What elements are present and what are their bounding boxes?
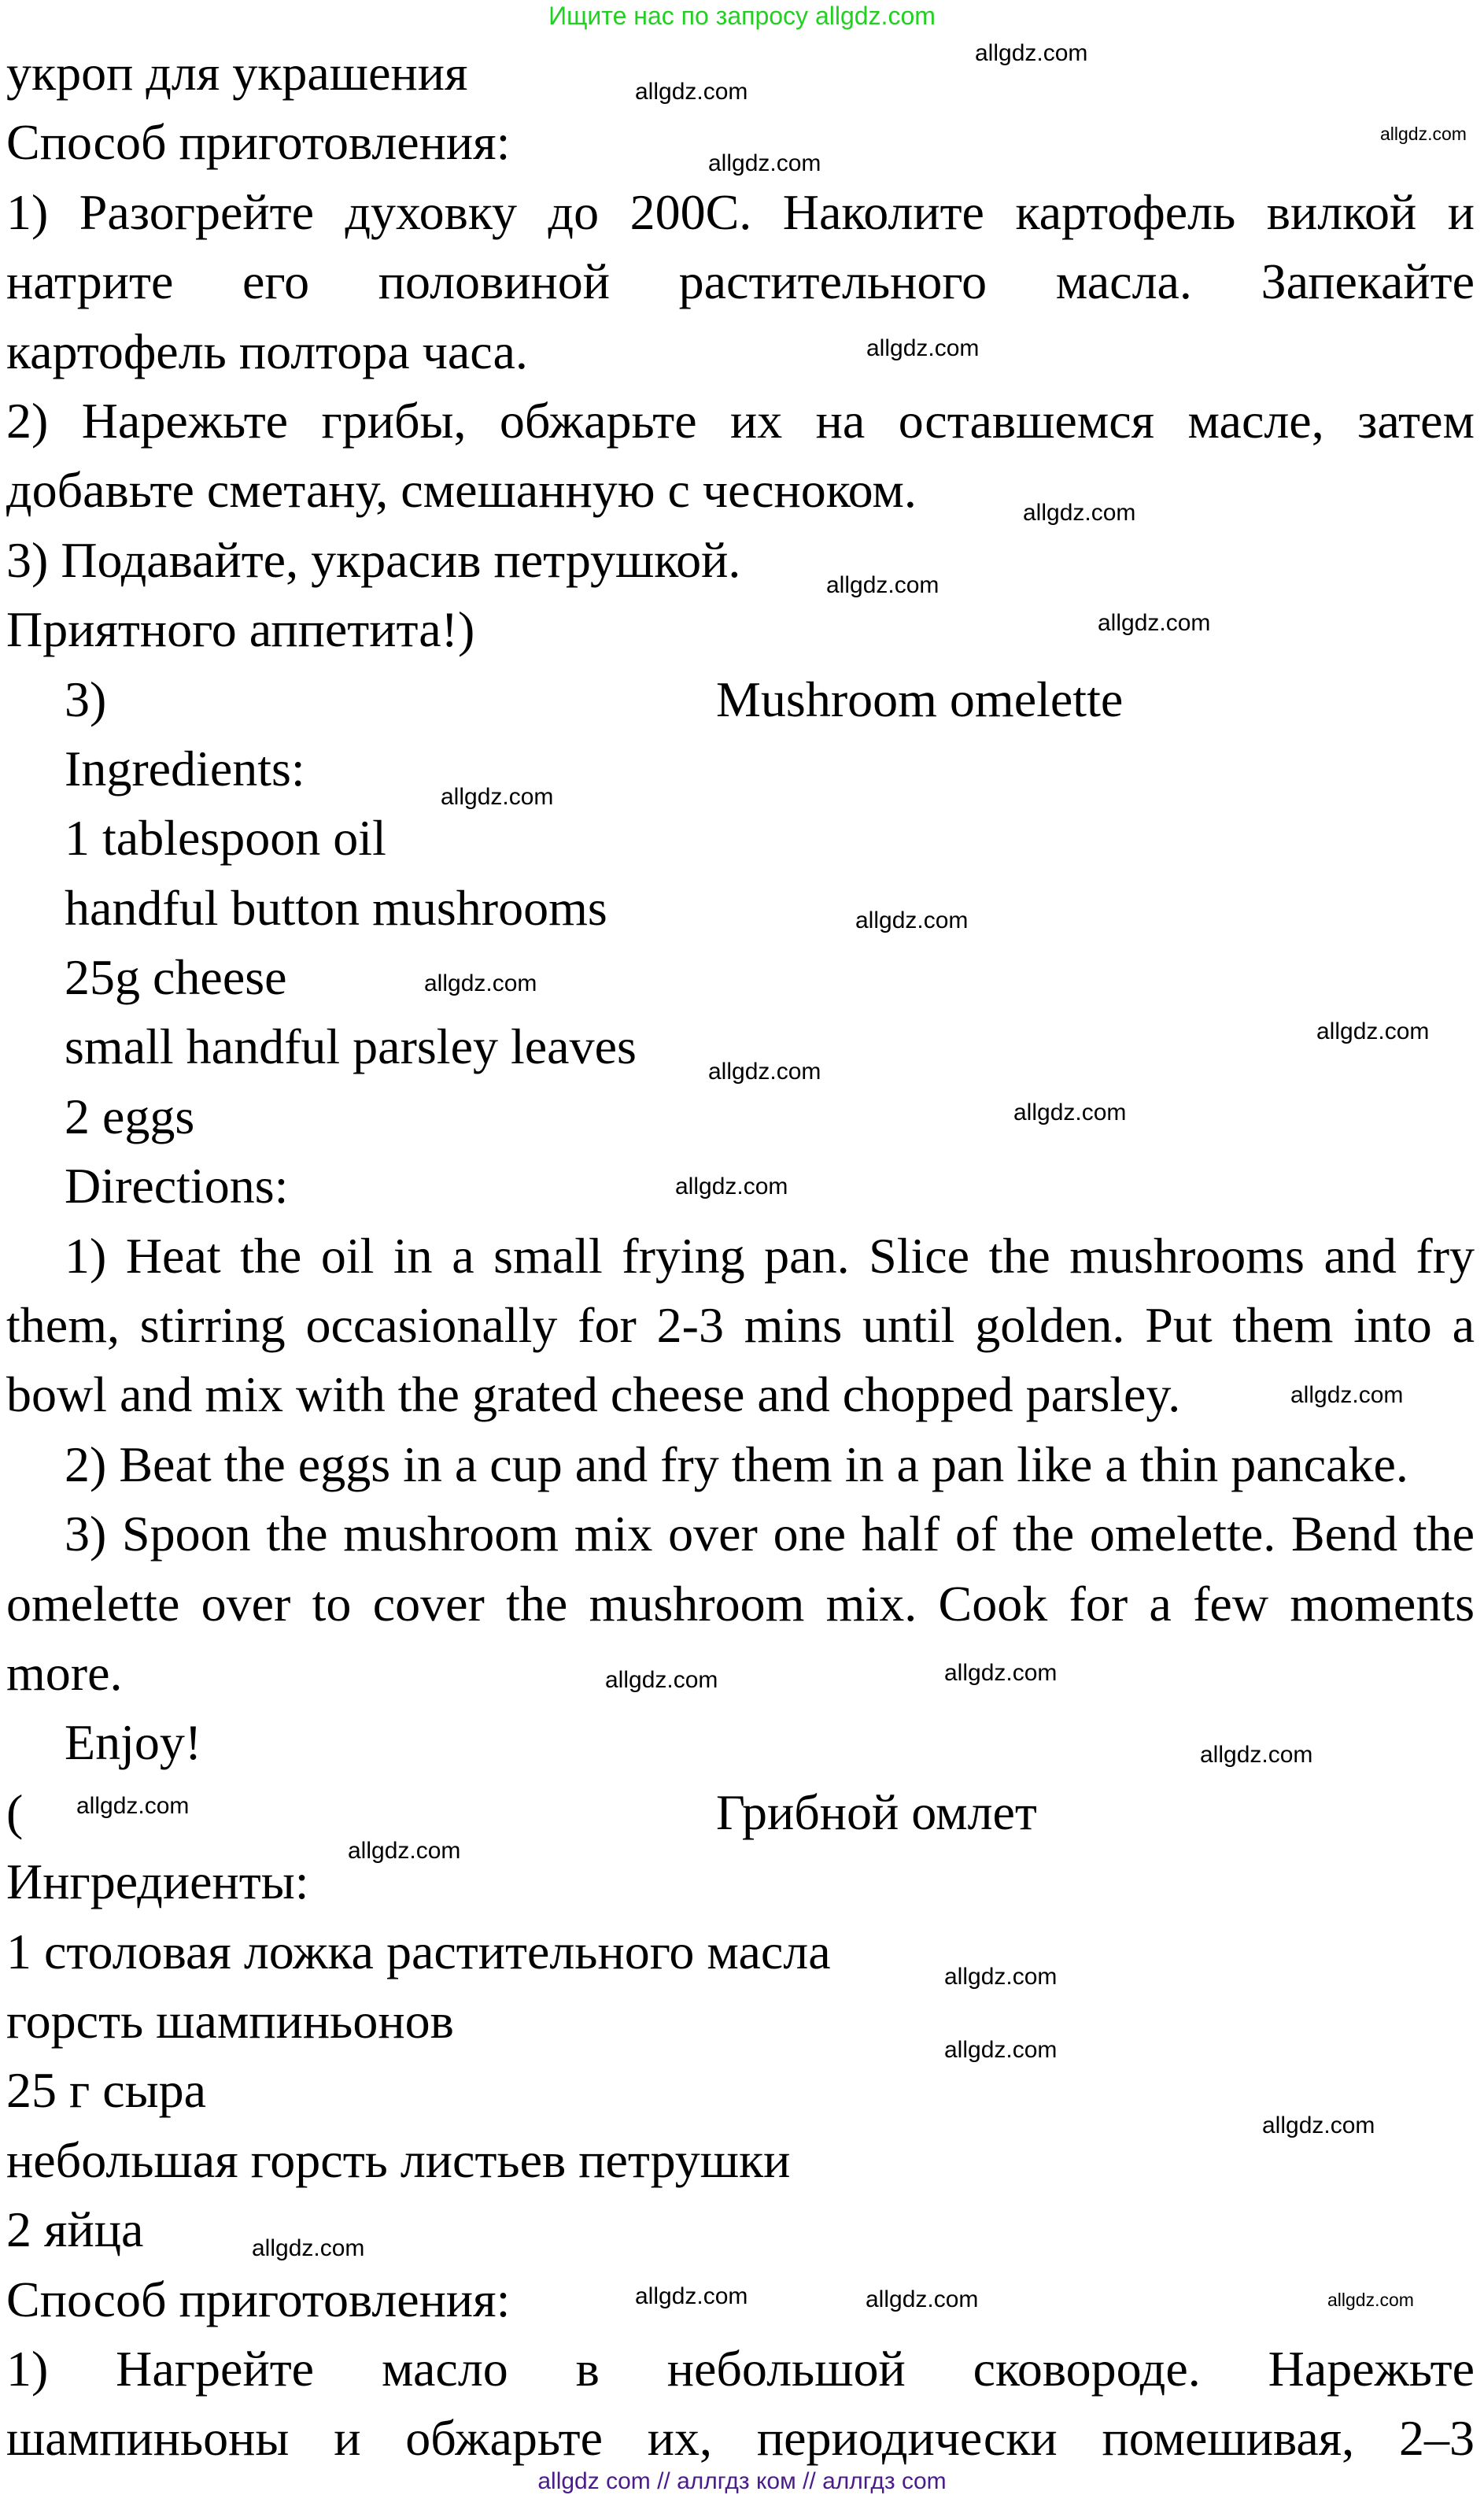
watermark: allgdz.com [708,1059,821,1085]
watermark: allgdz.com [944,2037,1058,2063]
site-footer-links[interactable]: allgdz com // аллгдз ком // аллгдз com [537,2468,947,2494]
closing-line: Enjoy! [65,1714,202,1771]
ingredients-heading: Ингредиенты: [6,1854,309,1910]
watermark: allgdz.com [605,1667,718,1693]
ingredient-item: 2 eggs [65,1088,195,1144]
direction-line: bowl and mix with the grated cheese and chopped parsley. [6,1366,1181,1423]
direction-line: omelette over to cover the mushroom mix. Cook for a few moments [6,1575,1475,1632]
recipe-number: ( [6,1783,24,1840]
watermark: allgdz.com [1327,2290,1414,2310]
ingredient-item: 25g cheese [65,949,287,1006]
recipe-title: Mushroom omelette [716,671,1124,727]
ingredient-item: 25 г сыра [6,2062,207,2119]
text-line: укроп для украшения [6,45,468,101]
ingredient-item: small handful parsley leaves [65,1018,637,1075]
document-body [6,39,1475,2474]
text-line: натрите его половиной растительного масла. Запекайте [6,253,1475,310]
recipe-number: 3) [65,671,107,727]
ingredient-item: handful button mushrooms [65,879,607,936]
watermark: allgdz.com [76,1793,190,1819]
text-line: Приятного аппетита!) [6,601,475,658]
watermark: allgdz.com [1023,500,1136,526]
recipe-title-row [6,665,1475,734]
directions-heading: Directions: [65,1158,289,1214]
watermark: allgdz.com [1262,2112,1375,2138]
direction-line: 1) Нагрейте масло в небольшой сковороде. Нарежьте [6,2340,1475,2397]
watermark: allgdz.com [675,1174,788,1199]
text-line: картофель полтора часа. [6,323,528,379]
direction-line: more. [6,1644,123,1701]
watermark: allgdz.com [1200,1742,1313,1768]
watermark: allgdz.com [855,907,969,933]
watermark: allgdz.com [348,1838,461,1864]
watermark: allgdz.com [441,784,554,810]
watermark: allgdz.com [866,2286,979,2312]
section-heading: Способ приготовления: [6,114,511,171]
ingredient-item: горсть шампиньонов [6,1992,454,2049]
ingredients-heading: Ingredients: [65,740,305,797]
watermark: allgdz.com [866,335,980,361]
watermark: allgdz.com [826,572,939,598]
watermark: allgdz.com [975,40,1088,66]
ingredient-item: небольшая горсть листьев петрушки [6,2131,791,2188]
direction-line: 2) Beat the eggs in a cup and fry them in a pan like a thin pancake. [65,1436,1408,1492]
watermark: allgdz.com [1290,1382,1404,1408]
watermark: allgdz.com [944,1660,1058,1686]
ingredient-item: 1 tablespoon oil [65,810,386,867]
watermark: allgdz.com [424,970,537,996]
watermark: allgdz.com [252,2235,365,2261]
watermark: allgdz.com [1013,1100,1127,1126]
direction-line: 1) Heat the oil in a small frying pan. Slice the mushrooms and fry [65,1227,1475,1284]
text-line: 3) Подавайте, украсив петрушкой. [6,531,741,588]
recipe-title-row [6,1778,1475,1847]
directions-heading: Способ приготовления: [6,2271,511,2327]
watermark: allgdz.com [1316,1018,1430,1044]
recipe-title: Грибной омлет [716,1783,1037,1840]
watermark: allgdz.com [1380,124,1467,144]
direction-line: шампиньоны и обжарьте их, периодически помешивая, 2–3 [6,2410,1475,2467]
direction-line: 3) Spoon the mushroom mix over one half of the omelette. Bend the [65,1506,1475,1562]
watermark: allgdz.com [944,1964,1058,1990]
watermark: allgdz.com [1098,610,1211,636]
site-banner[interactable]: Ищите нас по запросу allgdz.com [548,2,936,30]
watermark: allgdz.com [635,2283,748,2309]
watermark: allgdz.com [708,150,821,176]
ingredient-item: 1 столовая ложка растительного масла [6,1923,831,1979]
ingredient-item: 2 яйца [6,2201,144,2258]
text-line: добавьте сметану, смешанную с чесноком. [6,462,917,519]
watermark: allgdz.com [635,79,748,105]
direction-line: them, stirring occasionally for 2-3 mins until golden. Put them into a [6,1297,1475,1354]
text-line: 1) Разогрейте духовку до 200С. Наколите картофель вилкой и [6,183,1475,240]
text-line: 2) Нарежьте грибы, обжарьте их на оставшемся масле, затем [6,392,1475,449]
